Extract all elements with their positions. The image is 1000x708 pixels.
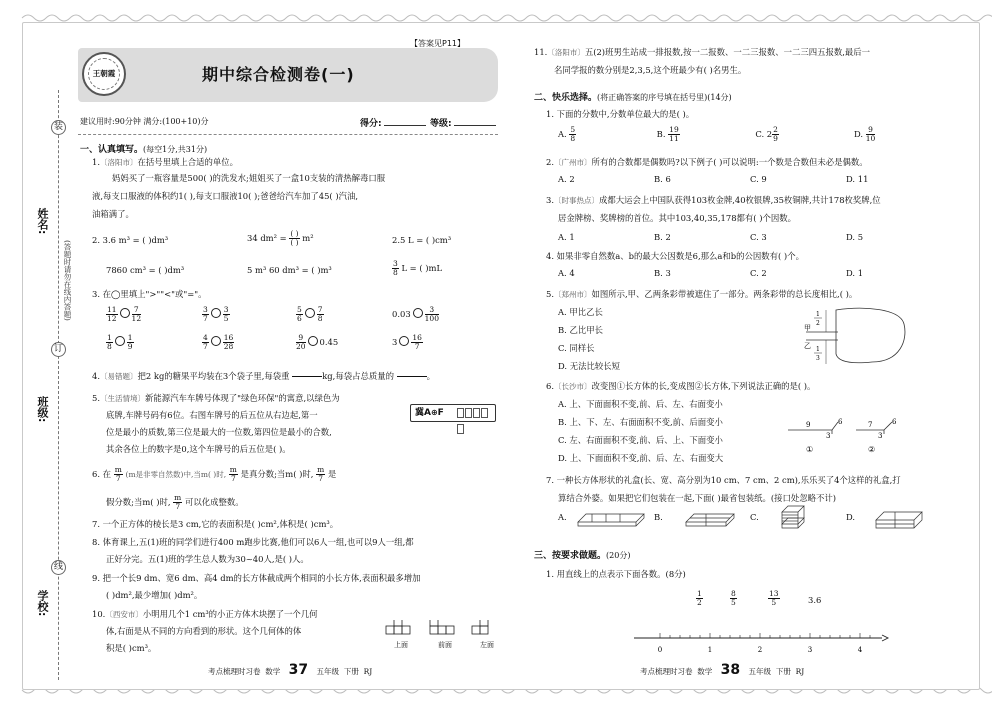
q2-b: 34 dm² = $\frac{( )}{( )}$ m² [247,229,314,247]
q5-line-4: 其余各位上的数字是0,这个车牌号的后五位是( )。 [106,444,291,454]
view-label-front: 前面 [438,641,452,649]
q3-row1-d: 0.03 $\frac{3}{100}$ [392,305,439,323]
d1-value-4: 3.6 [808,595,822,605]
q9-line-1: 9. 把一个长9 dm、宽6 dm、高4 dm的长方体截成两个相同的小长方体,表面积最多增加 [92,573,421,583]
q3-row2-d: 3 $\frac{16}{7}$ [392,333,422,351]
q3-row2-c: $\frac{9}{20}$ 0.45 [296,333,339,351]
svg-text:1: 1 [816,311,820,318]
c2-stem: 2.〔广州市〕所有的合数都是偶数吗?以下例子( )可以说明:一个数是合数但未必是偶数。 [546,157,868,167]
svg-text:6: 6 [838,418,843,426]
tick-label-4: 4 [857,646,863,654]
svg-text:2: 2 [816,320,820,327]
c1-option-b[interactable]: B. $\frac{19}{11}$ [656,125,679,143]
license-plate: 冀A⊕F [410,404,496,422]
svg-text:3: 3 [826,432,831,440]
q1-line-1: 妈妈买了一瓶容量是500( )的洗发水;姐姐买了一盒10支装的清热解毒口服 [112,173,386,183]
c2-option-b[interactable]: B. 6 [654,174,671,184]
c4-option-a[interactable]: A. 4 [558,268,575,278]
q2-e: 5 m³ 60 dm³ = ( )m³ [247,265,332,275]
section-3-heading: 三、按要求做题。(20分) [534,551,631,561]
c7-option-c[interactable]: C. [750,512,759,522]
q2-d: 7860 cm³ = ( )dm³ [106,265,185,275]
q5-line-1: 5.〔生活情境〕新能源汽车车牌号体现了"绿色环保"的寓意,以绿色为 [92,393,340,403]
q7: 7. 一个正方体的棱长是3 cm,它的表面积是( )cm²,体积是( )cm³。 [92,519,339,529]
d1-value-3: $\frac{13}{5}$ [769,589,779,607]
c6-option-b[interactable]: B. 上、下、左、右面面积不变,前、后面变小 [558,417,723,427]
page-title: 期中综合检测卷(一) [202,65,355,84]
c3-line-2: 居金牌榜、奖牌榜的首位。其中103,40,35,178都有( )个因数。 [558,213,796,223]
tick-label-1: 1 [707,646,713,654]
fig-label-1: ① [806,445,814,454]
c3-option-c[interactable]: C. 3 [750,232,767,242]
ribbon-yi-label: 乙 [804,342,811,350]
number-line [632,628,892,658]
svg-text:9: 9 [806,421,811,429]
cuboid-figures [784,410,904,454]
svg-text:3: 3 [878,432,883,440]
c6-stem: 6.〔长沙市〕改变图①长方体的长,变成图②长方体,下列说法正确的是( )。 [546,381,816,391]
q3-row1-a: $\frac{11}{12}$ $\frac{7}{12}$ [107,305,142,323]
c6-option-a[interactable]: A. 上、下面面积不变,前、后、左、右面变小 [558,399,723,409]
footer-right: 考点梳理时习卷 数学 38 五年级 下册 RJ [640,662,805,678]
q6-line-2: 假分数;当m( )时, $\frac{m}{7}$ 可以化成整数。 [106,493,244,511]
binding-mark-3: 线 [51,560,66,575]
time-score: 建议用时:90分钟 满分:(100+10)分 [80,117,209,126]
q11-line-2: 名同学报的数分别是2,3,5,这个班最少有( )名男生。 [554,65,747,75]
q4: 4.〔易错题〕把2 kg的糖果平均装在3个袋子里,每袋重 kg,每袋占总质量的 。 [92,368,435,385]
q5-line-2: 底牌,车牌号码有6位。右图车牌号的后五位从右边起,第一 [106,410,318,420]
c7-option-b[interactable]: B. [654,512,663,522]
q10-line-2: 体,右面是从不同的方向看到的形状。这个几何体的体 [106,626,302,636]
svg-text:7: 7 [868,421,873,429]
svg-text:1: 1 [816,346,820,353]
c2-option-c[interactable]: C. 9 [750,174,767,184]
q10-line-1: 10.〔西安市〕小明用几个1 cm³的小正方体木块摆了一个几何 [92,609,318,619]
c2-options [558,174,942,184]
footer-left: 考点梳理时习卷 数学 37 五年级 下册 RJ [208,662,373,678]
page-number-right: 38 [720,662,741,678]
q3-row1-c: $\frac{5}{6}$ $\frac{7}{8}$ [297,305,323,323]
c3-option-b[interactable]: B. 2 [654,232,671,242]
tick-label-0: 0 [657,646,663,654]
binding-strip [28,90,70,680]
c5-option-a[interactable]: A. 甲比乙长 [558,307,603,317]
c4-stem: 4. 如果非零自然数a、b的最大公因数是6,那么a和b的公因数有( )个。 [546,251,804,261]
c4-option-d[interactable]: D. 1 [846,268,864,278]
d1-stem: 1. 用直线上的点表示下面各数。(8分) [546,569,686,579]
q3-row1-b: $\frac{3}{7}$ $\frac{3}{5}$ [203,305,229,323]
binding-mark-1: 装 [51,120,66,135]
divider [78,134,498,135]
svg-text:3: 3 [816,355,820,362]
ribbon-jia-label: 甲 [804,324,811,332]
c4-option-b[interactable]: B. 3 [654,268,671,278]
binding-mark-2: 订 [51,342,66,357]
q10-line-3: 积是( )cm³。 [106,643,157,653]
section-2-heading: 二、快乐选择。(将正确答案的序号填在括号里)(14分) [534,93,732,103]
c3-options [558,232,942,242]
c5-option-d[interactable]: D. 无法比较长短 [558,361,620,371]
c7-option-d[interactable]: D. [846,512,856,522]
c1-stem: 1. 下面的分数中,分数单位最大的是( )。 [546,109,695,119]
c5-option-b[interactable]: B. 乙比甲长 [558,325,603,335]
d1-value-2: $\frac{8}{5}$ [731,589,736,607]
c2-option-a[interactable]: A. 2 [558,174,575,184]
tick-label-3: 3 [807,646,813,654]
c7-option-a[interactable]: A. [558,512,567,522]
q10-view-figures [384,620,504,640]
section-1-heading: 一、认真填写。(每空1分,共31分) [80,145,208,155]
q1-line-3: 油箱满了。 [92,209,134,219]
logo-text: 王朝霞 [92,69,116,78]
ribbon-board-figure [802,306,908,366]
c5-option-c[interactable]: C. 同样长 [558,343,595,353]
gift-box-options-figure [576,504,956,530]
c1-option-d[interactable]: D. $\frac{9}{10}$ [854,125,876,143]
tick-label-2: 2 [757,646,763,654]
level-field: 等级: [430,116,496,129]
binding-dashed-line [58,90,59,680]
q8-line-2: 正好分完。五(1)班的学生总人数为30~40人,是( )人。 [106,554,309,564]
c6-option-d[interactable]: D. 上、下面面积不变,前、后、左、右面变大 [558,453,724,463]
view-label-top: 上面 [394,641,408,649]
c3-option-d[interactable]: D. 5 [846,232,864,242]
q2-a: 2. 3.6 m³ = ( )dm³ [92,235,169,245]
left-page [72,0,502,708]
class-label: 班级: [36,396,49,423]
q6-line-1: 6. 在 $\frac{m}{7}$ (m是非零自然数)中,当m( )时, $\frac{m}{7}$ 是真分数;当m( )时, $\frac{m}{7}$ 是 [92,465,337,483]
d1-value-1: $\frac{1}{2}$ [697,589,702,607]
q2-c: 2.5 L = ( )cm³ [392,235,452,245]
q2-f: $\frac{3}{8}$ L = ( )mL [393,259,443,277]
page-number-left: 37 [288,662,309,678]
q1-line-2: 液,每支口服液的体积约1( ),每支口服液10( );爸爸给汽车加了45( )汽油, [92,191,359,201]
svg-text:6: 6 [892,418,897,426]
c6-option-c[interactable]: C. 左、右面面积不变,前、后、上、下面变小 [558,435,723,445]
q3-row2-a: $\frac{1}{8}$ $\frac{1}{9}$ [107,333,133,351]
answer-reference: 【答案见P11】 [410,39,466,48]
q9-line-2: ( )dm²,最少增加( )dm²。 [106,590,203,600]
c7-line-1: 7. 一种长方体形状的礼盒(长、宽、高分别为10 cm、7 cm、2 cm),乐乐买了4个这样的礼盒,打 [546,475,901,485]
c1-option-c[interactable]: C. 2 $\frac{2}{9}$ [755,125,778,143]
c1-options [558,126,950,143]
q5-line-3: 位是最小的质数,第三位是最大的一位数,第四位是最小的合数, [106,427,332,437]
q3-row2-b: $\frac{4}{7}$ $\frac{16}{28}$ [203,333,234,351]
q3-stem: 3. 在◯里填上">""<"或"="。 [92,289,207,299]
c3-line-1: 3.〔时事热点〕成都大运会上中国队获得103枚金牌,40枚银牌,35枚铜牌,共计178枚奖牌,位 [546,195,881,205]
c2-option-d[interactable]: D. 11 [846,174,869,184]
q1-stem: 1.〔洛阳市〕在括号里填上合适的单位。 [92,157,238,167]
q11-line-1: 11.〔洛阳市〕五(2)班男生站成一排报数,按一二报数、一二三报数、一二三四五报数,最后一 [534,47,871,57]
score-field: 得分: [360,116,426,129]
right-page [532,0,962,708]
c3-option-a[interactable]: A. 1 [558,232,575,242]
name-label: 姓名: [36,208,49,235]
c4-option-c[interactable]: C. 2 [750,268,767,278]
c5-stem: 5.〔郑州市〕如图所示,甲、乙两条彩带被遮住了一部分。两条彩带的总长度相比,( )。 [546,289,858,299]
view-label-left: 左面 [480,641,494,649]
binding-note: (答题时请勿在线内答题) [63,240,72,321]
fig-label-2: ② [868,445,876,454]
c7-line-2: 算结合外婆。如果把它们包装在一起,下面( )最省包装纸。(接口处忽略不计) [558,493,837,503]
c4-options [558,268,942,278]
c1-option-a[interactable]: A. $\frac{5}{8}$ [558,125,576,143]
brand-logo [82,52,126,96]
school-label: 学校: [36,590,49,617]
q8-line-1: 8. 体育课上,五(1)班的同学们进行400 m跑步比赛,他们可以6人一组,也可以9人一组,都 [92,537,414,547]
